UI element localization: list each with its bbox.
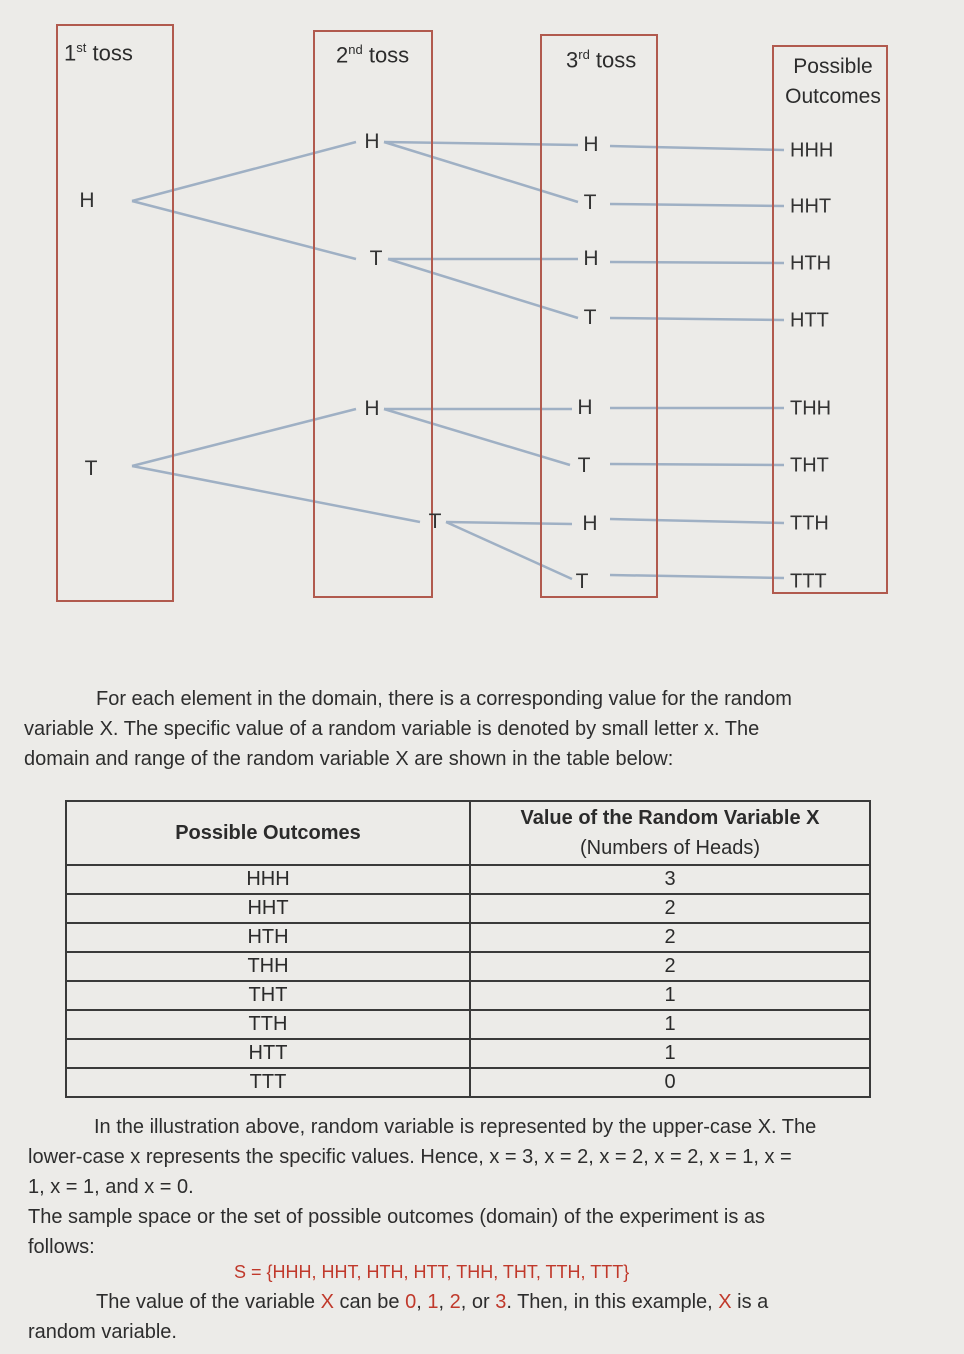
first-toss-header: 1st toss [64,40,133,66]
third-toss-node: H [583,247,599,270]
table-row: TTH 1 [66,1010,870,1039]
second-toss-node: T [369,247,383,270]
paragraph-conclusion: The value of the variable X can be 0, 1, 2, or 3. Then, in this example, X is a random variable. [28,1291,769,1343]
second-toss-node: H [364,397,380,420]
table-row: TTT 0 [66,1068,870,1097]
third-toss-header: 3rd toss [566,47,637,73]
table-row: HHH 3 [66,865,870,894]
outcome-label: HHH [790,139,834,162]
table-header-outcomes: Possible Outcomes [66,801,470,865]
table-header-value: Value of the Random Variable X (Numbers of Heads) [470,801,870,865]
paragraph-sample-space: The sample space or the set of possible outcomes (domain) of the experiment is as follows: [28,1206,766,1258]
third-toss-node: H [582,512,598,535]
second-toss-node: T [428,510,442,533]
first-toss-box [56,24,174,602]
outcomes-value-table [65,800,871,1098]
table-row: HTT 1 [66,1039,870,1068]
paragraph-explanation: In the illustration above, random variable is represented by the upper-case X. The lower-case x represents the specific values. Hence, x = 3, x = 2, x = 2, x = 2, x = 1, x = 1, x = 1, and x = 0. [28,1116,817,1198]
second-toss-box [313,30,433,598]
third-toss-node: T [583,191,597,214]
third-toss-node: T [575,570,589,593]
outcome-label: TTT [790,570,827,593]
first-toss-node: H [79,189,95,212]
paragraph-intro: For each element in the domain, there is a corresponding value for the random variable X. The specific value of a random variable is denoted by small letter x. The domain and range of the random variable X are shown in the table below: [24,688,792,770]
table-row: THT 1 [66,981,870,1010]
first-toss-node: T [84,457,98,480]
third-toss-node: T [583,306,597,329]
table-row: THH 2 [66,952,870,981]
outcome-label: TTH [790,512,829,535]
outcome-label: HTH [790,252,832,275]
third-toss-node: T [577,454,591,477]
outcomes-header: Possible Outcomes [785,55,881,108]
table-row: HHT 2 [66,894,870,923]
table-row: HTH 2 [66,923,870,952]
second-toss-node: H [364,130,380,153]
outcome-label: THT [790,454,829,477]
sample-space-set: S = {HHH, HHT, HTH, HTT, THH, THT, TTH, TTT} [234,1262,630,1282]
third-toss-box [540,34,658,598]
outcome-label: HHT [790,195,832,218]
third-toss-node: H [577,396,593,419]
outcome-label: HTT [790,309,829,332]
outcome-label: THH [790,397,832,420]
second-toss-header: 2nd toss [336,42,410,68]
third-toss-node: H [583,133,599,156]
